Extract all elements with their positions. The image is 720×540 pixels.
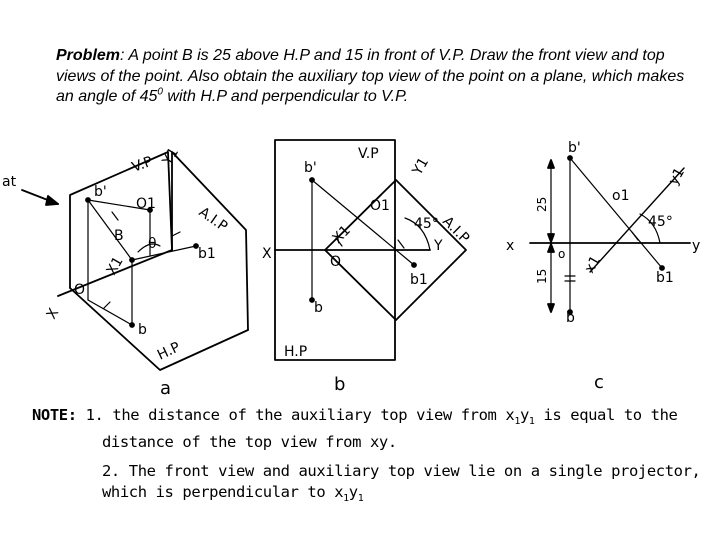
note-item1-b: y (519, 406, 529, 424)
fig-c-projector-2 (570, 158, 662, 268)
fig-c-label-x: x (506, 238, 515, 254)
fig-a-label-b-prime: b' (94, 184, 107, 200)
fig-a-aip-plane (172, 152, 248, 330)
fig-a-tick-2 (104, 302, 110, 308)
fig-a-projector-4 (88, 300, 132, 325)
fig-a-label-aip: A.I.P (195, 204, 231, 235)
fig-b-point-b1 (412, 263, 416, 267)
fig-a-label-big-b: B (114, 228, 124, 244)
note-item1-line2: distance of the top view from xy. (102, 433, 397, 452)
fig-a-point-b (130, 323, 134, 327)
note-item1-c: is equal to the (534, 406, 678, 424)
fig-a-label-x1: X1 (103, 253, 127, 278)
fig-b-label-o: O (330, 254, 342, 270)
fig-c-label-x1: x1 (581, 253, 605, 276)
fig-c-dim-arrow-3 (548, 244, 554, 252)
note-item1-sub1: 1 (514, 416, 520, 428)
fig-c-label-dim15: 15 (535, 268, 549, 284)
fig-c-dim-arrow-2 (548, 234, 554, 242)
fig-a-caption: a (160, 378, 172, 399)
note-item2-sub2: 1 (357, 493, 364, 505)
fig-c-tick-3 (632, 232, 638, 240)
problem-text-end: with H.P and perpendicular to V.P. (162, 88, 409, 105)
fig-c-label-o1: o1 (612, 188, 630, 204)
fig-a-label-o1: O1 (136, 196, 156, 212)
fig-b-label-x1: X1 (329, 222, 354, 247)
problem-label: Problem (56, 47, 121, 64)
note-block (32, 405, 712, 509)
degree-superscript: 0 (157, 86, 163, 98)
note-item1-sub2: 1 (528, 416, 535, 428)
fig-b-label-angle: 45° (414, 216, 439, 232)
fig-a-label-b1: b1 (198, 246, 216, 262)
fig-b-label-x: X (262, 246, 272, 262)
fig-b-label-hp: H.P (284, 344, 308, 360)
fig-a-label-at: at (2, 174, 17, 190)
fig-a-projector (88, 200, 132, 260)
fig-b-label-b1: b1 (410, 272, 428, 288)
fig-a-label-b: b (138, 322, 147, 338)
fig-c-label-b1: b1 (656, 270, 674, 286)
fig-c-label-o: o (558, 247, 566, 261)
fig-b-label-o1: O1 (370, 198, 390, 214)
fig-a-label-o: O (74, 282, 86, 298)
fig-b-label-y: Y (434, 238, 443, 254)
note-item2-b: y (348, 483, 358, 502)
fig-c-point-b-prime (568, 156, 572, 160)
fig-b-caption: b (334, 374, 346, 395)
fig-c-label-y: y (692, 238, 701, 254)
fig-a-tick-3 (172, 232, 180, 236)
fig-a-point-big-b (130, 258, 134, 262)
fig-b-label-y1: Y1 (409, 154, 433, 178)
fig-a-tick (112, 212, 118, 220)
note-item2 (32, 461, 712, 509)
fig-a-arrow-head (46, 196, 58, 205)
fig-b-label-b: b (314, 300, 323, 316)
fig-b-tick-2 (398, 240, 404, 248)
fig-c-dim-arrow (548, 160, 554, 168)
fig-a-label-theta: θ (148, 236, 157, 252)
fig-c-label-angle: 45° (648, 214, 673, 230)
fig-c-label-b-prime: b' (568, 140, 581, 156)
fig-c-caption: c (594, 372, 604, 393)
note-heading: NOTE: (32, 406, 77, 424)
fig-c-label-y1: y1 (665, 165, 689, 188)
problem-text: : A point B is 25 above H.P and 15 in front of V.P. Draw the front view and top views of the point. Also obtain the auxiliary top view of the point on a plane, which makes an angle of 45 (56, 47, 685, 105)
fig-c-dim-arrow-4 (548, 304, 554, 312)
fig-b-label-vp: V.P (358, 146, 379, 162)
note-item1-a: 1. the distance of the auxiliary top view from x (76, 406, 515, 424)
fig-a-label-x: X (43, 305, 63, 322)
note-item2-a: which is perpendicular to x (102, 483, 344, 502)
fig-b-label-aip: A.I.P (439, 213, 473, 247)
fig-a-label-y1: Y1 (159, 144, 183, 168)
fig-c-label-dim25: 25 (535, 196, 549, 212)
fig-b-point-b-prime (310, 178, 314, 182)
fig-a-label-hp: H.P (154, 339, 183, 364)
fig-b-label-b-prime: b' (304, 160, 317, 176)
note-item2-line1: 2. The front view and auxiliary top view lie on a single projector, (102, 462, 701, 481)
fig-a-point-b-prime (86, 198, 90, 202)
fig-a-label-vp: V.P (129, 153, 155, 176)
note-item2-sub1: 1 (343, 493, 349, 505)
fig-c-label-b: b (566, 310, 575, 326)
